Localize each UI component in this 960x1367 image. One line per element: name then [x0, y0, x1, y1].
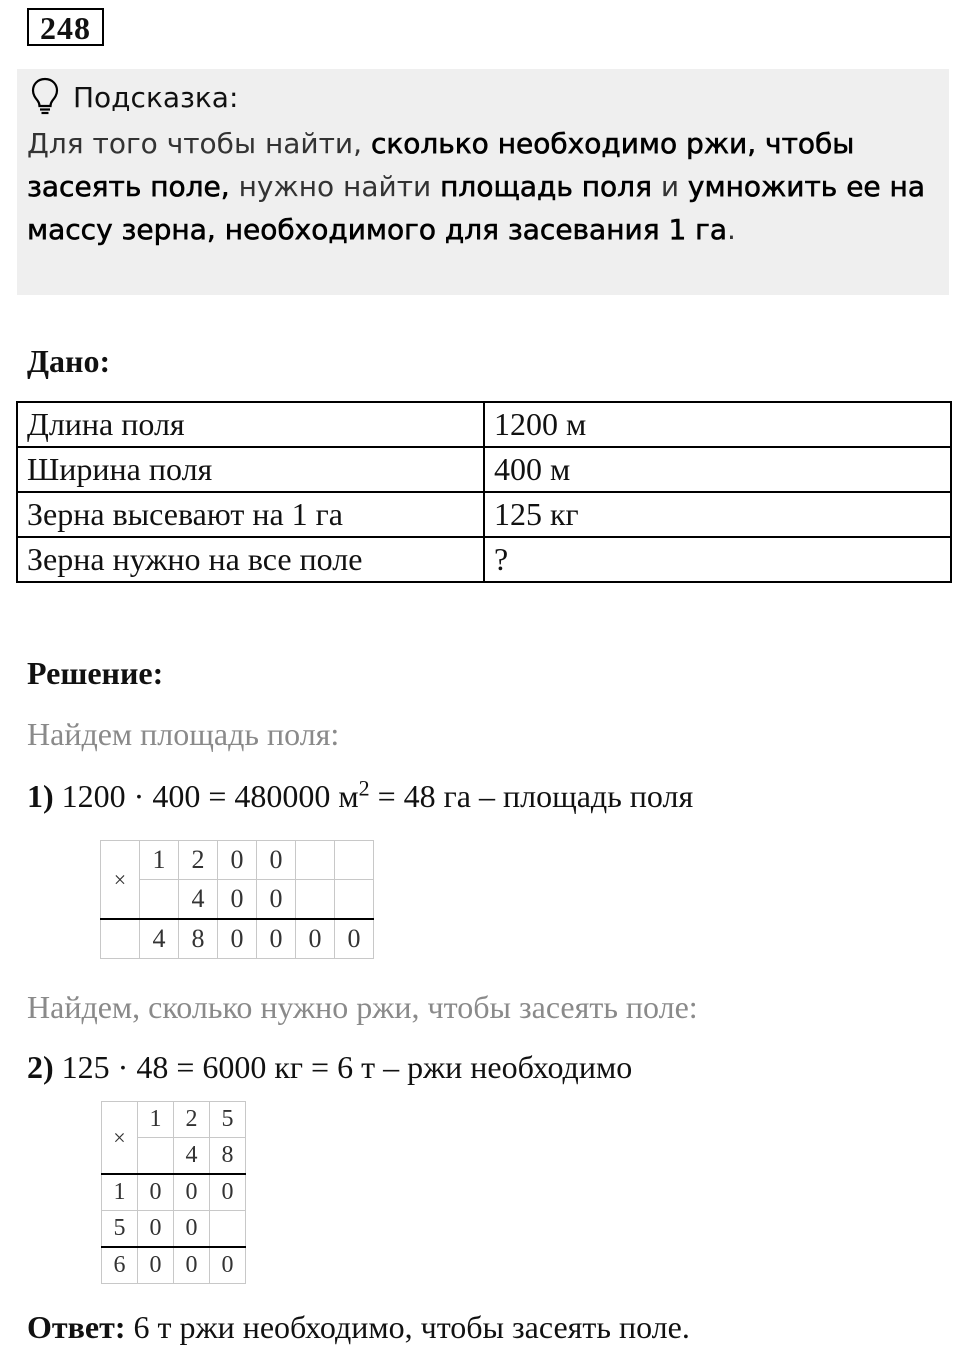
grid-cell: 5	[210, 1102, 246, 1138]
hint-text: и	[651, 170, 688, 203]
grid-cell: 1	[140, 841, 179, 880]
grid-cell: 0	[138, 1174, 174, 1211]
grid-cell	[296, 880, 335, 920]
grid-cell: 0	[210, 1174, 246, 1211]
grid-row	[101, 841, 374, 880]
grid-cell	[138, 1138, 174, 1175]
given-value: 400 м	[484, 447, 951, 492]
grid-cell: 1	[102, 1174, 138, 1211]
solution-intro-2: Найдем, сколько нужно ржи, чтобы засеять поле:	[27, 989, 698, 1025]
step-text: 125 · 48 = 6000 кг = 6 т – ржи необходимо	[53, 1049, 633, 1085]
answer	[27, 1307, 690, 1347]
grid-row	[102, 1102, 246, 1138]
grid-cell	[296, 841, 335, 880]
hint-text: .	[727, 213, 736, 246]
task-number: 248	[27, 8, 104, 46]
multiplication-grid-2	[101, 1101, 246, 1284]
solution-step-2	[27, 1047, 632, 1087]
grid-cell: 8	[210, 1138, 246, 1175]
hint-text: Для того чтобы найти,	[27, 127, 371, 160]
grid-cell: 2	[179, 841, 218, 880]
hint-emphasis: засеять поле,	[27, 170, 230, 203]
step-number: 2)	[27, 1049, 54, 1085]
grid-cell: 0	[296, 919, 335, 959]
hint-emphasis: массу зерна, необходимого для засевания 1 га	[27, 213, 728, 246]
grid-cell: 0	[138, 1211, 174, 1248]
grid-cell: 0	[174, 1174, 210, 1211]
grid-cell	[335, 841, 374, 880]
grid-cell: 0	[257, 880, 296, 920]
table-row	[17, 447, 951, 492]
hint-line-3	[27, 210, 736, 250]
grid-cell: 4	[179, 880, 218, 920]
answer-text: 6 т ржи необходимо, чтобы засеять поле.	[125, 1309, 690, 1345]
hint-emphasis: площадь поля	[440, 170, 652, 203]
grid-cell: 4	[140, 919, 179, 959]
step-text: = 48 га – площадь поля	[369, 778, 694, 814]
grid-cell: 0	[210, 1247, 246, 1284]
multiplication-grid-1	[100, 840, 374, 959]
grid-cell: 5	[102, 1211, 138, 1248]
hint-text: нужно найти	[229, 170, 441, 203]
grid-row	[101, 919, 374, 959]
lightbulb-icon	[30, 77, 60, 117]
grid-row	[101, 880, 374, 920]
solution-title: Решение:	[27, 655, 164, 691]
grid-cell	[210, 1211, 246, 1248]
grid-cell: 0	[174, 1247, 210, 1284]
given-value: ?	[484, 537, 951, 582]
given-label: Длина поля	[17, 402, 484, 447]
step-superscript: 2	[358, 775, 370, 801]
grid-cell: 8	[179, 919, 218, 959]
grid-cell: 2	[174, 1102, 210, 1138]
grid-cell: 4	[174, 1138, 210, 1175]
step-text: 1200 · 400 = 480000 м	[53, 778, 359, 814]
grid-cell: 0	[335, 919, 374, 959]
step-number: 1)	[27, 778, 54, 814]
grid-cell: 0	[138, 1247, 174, 1284]
solution-intro-1: Найдем площадь поля:	[27, 716, 340, 752]
multiply-sign: ×	[102, 1102, 138, 1175]
grid-row	[102, 1174, 246, 1211]
grid-cell: 0	[257, 919, 296, 959]
grid-cell: 0	[218, 880, 257, 920]
grid-cell	[101, 919, 140, 959]
table-row	[17, 402, 951, 447]
grid-cell: 6	[102, 1247, 138, 1284]
given-label: Ширина поля	[17, 447, 484, 492]
hint-title: Подсказка:	[73, 81, 239, 114]
given-title: Дано:	[27, 343, 111, 379]
grid-cell	[335, 880, 374, 920]
grid-cell	[140, 880, 179, 920]
grid-cell: 0	[174, 1211, 210, 1248]
table-row	[17, 492, 951, 537]
table-row	[17, 537, 951, 582]
given-label: Зерна высевают на 1 га	[17, 492, 484, 537]
grid-cell: 0	[257, 841, 296, 880]
grid-row	[102, 1247, 246, 1284]
given-value: 1200 м	[484, 402, 951, 447]
hint-emphasis: умножить ее на	[687, 170, 926, 203]
hint-emphasis: сколько необходимо ржи, чтобы	[370, 127, 855, 160]
hint-line-1	[27, 124, 854, 164]
given-label: Зерна нужно на все поле	[17, 537, 484, 582]
grid-row	[102, 1211, 246, 1248]
grid-cell: 0	[218, 841, 257, 880]
grid-cell: 1	[138, 1102, 174, 1138]
hint-line-2	[27, 167, 925, 207]
answer-label: Ответ:	[27, 1309, 126, 1345]
multiply-sign: ×	[101, 841, 140, 920]
given-table	[16, 401, 952, 583]
grid-cell: 0	[218, 919, 257, 959]
given-value: 125 кг	[484, 492, 951, 537]
solution-step-1	[27, 776, 693, 816]
